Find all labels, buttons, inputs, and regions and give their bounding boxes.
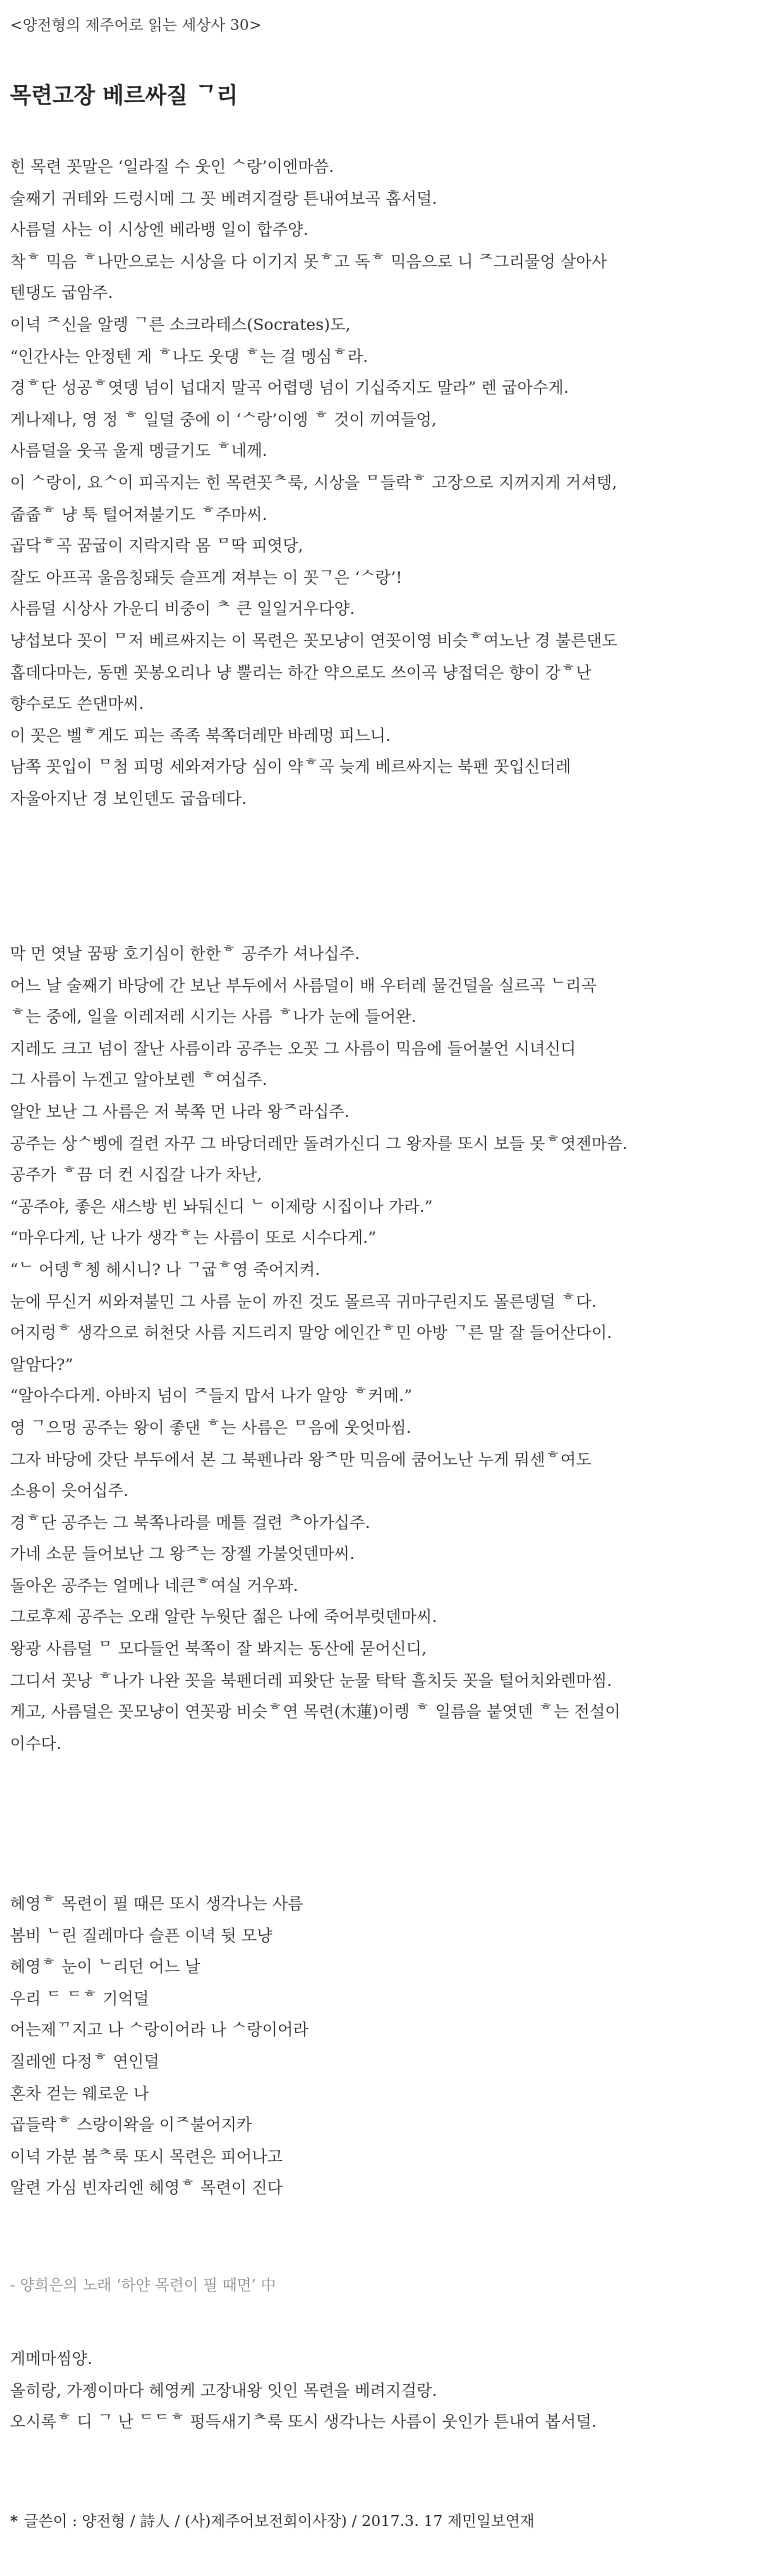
paragraph-line: 가네 소문 들어보난 그 왕ᄌ는 장젤 가불엇덴마씨. [10, 1544, 355, 1564]
paragraph-line: ᄒ는 중에, 일을 이레저레 시기는 사름 ᄒ나가 눈에 들어완. [10, 1007, 417, 1027]
paragraph-line: 공주가 ᄒ끔 더 컨 시집갈 나가 차난, [10, 1165, 262, 1185]
paragraph-line: 자울아지난 경 보인덴도 굽읍데다. [10, 788, 247, 808]
paragraph-line: 그자 바당에 갓단 부두에서 본 그 북펜나라 왕ᄌ만 믹음에 쿰어노난 누게 뭐센ᄒ여도 [10, 1449, 592, 1469]
poem-line: 곱들락ᄒ 스랑이왁을 이ᄌ불어지카 [10, 2115, 253, 2135]
poem-line: 헤영ᄒ 목련이 필 때믄 또시 생각나는 사름 [10, 1894, 304, 1913]
paragraph-line: “알아수다게. 아바지 넘이 ᄌ들지 맙서 나가 알앙 ᄒ커메.” [10, 1386, 413, 1406]
poem-line: 어는제ᄁ지고 나 ᄉ랑이어라 나 ᄉ랑이어라 [10, 2020, 309, 2040]
paragraph-line: 그 사름이 누겐고 알아보렌 ᄒ여십주. [10, 1070, 268, 1090]
paragraph-line: 영 ᄀ으멍 공주는 왕이 좋댄 ᄒ는 사름은 ᄆ음에 웃엇마씸. [10, 1417, 412, 1437]
paragraph-line: 술째기 귀테와 드렁시메 그 꼿 베려지걸랑 튼내여보곡 홉서덜. [10, 188, 438, 208]
poem-line: 봄비 ᄂ린 질레마다 슬픈 이녁 뒷 모냥 [10, 1925, 273, 1945]
poem-line: 이넉 가분 봄ᄎ룩 또시 목련은 피어나고 [10, 2146, 283, 2166]
paragraph-line: “마우다게, 난 나가 생각ᄒ는 사름이 또로 시수다게.” [10, 1228, 377, 1248]
paragraph-line: 올히랑, 가젱이마다 헤영케 고장내왕 잇인 목련을 베려지걸랑. [10, 2380, 438, 2400]
byline [10, 2510, 534, 2532]
paragraph-line: 알암다?” [10, 1354, 74, 1374]
paragraph-line: 사름덜을 웃곡 울게 멩글기도 ᄒ네께. [10, 441, 268, 461]
closing-section [10, 2343, 597, 2438]
series-label: <양전형의 제주어로 읽는 세상사 30> [10, 16, 262, 34]
paragraph-line: 눈에 무신거 씨와져불민 그 사름 눈이 까진 것도 몰르곡 귀마구린지도 몰른뎅덜 ᄒ다. [10, 1291, 597, 1311]
paragraph-line: 착ᄒ 믹음 ᄒ나만으로는 시상을 다 이기지 못ᄒ고 독ᄒ 믹음으로 니 ᄌ그리물엉 살아사 [10, 251, 607, 271]
paragraph-line: 오시록ᄒ 디 ᄀ 난 ᄃᄃᄒ 펑득새기ᄎ룩 또시 생각나는 사름이 웃인가 튼내여 봅서덜. [10, 2412, 597, 2432]
paragraph-line: 냥섭보다 꼿이 ᄆ저 베르싸지는 이 목련은 꼿모냥이 연꼿이영 비슷ᄒ여노난 경 불른댄도 [10, 630, 618, 650]
byline-text: 글쓴이 : 양전형 / 詩人 / (사)제주어보전회이사장) / 2017.3. 17 제민일보연재 [23, 2512, 535, 2530]
byline-marker: * [10, 2512, 18, 2530]
paragraph-line: 소용이 읏어십주. [10, 1481, 129, 1501]
paragraph-line: 사름덜 시상사 가운디 비중이 ᄎ 큰 일일거우다양. [10, 599, 355, 619]
paragraph-line: 알안 보난 그 사름은 저 북쪽 먼 나라 왕ᄌ라십주. [10, 1101, 350, 1121]
paragraph-line: 텐댕도 굽암주. [10, 283, 113, 303]
paragraph-line: “ᄂ 어뎅ᄒ쳉 헤시니? 나 ᄀ굽ᄒ영 죽어지켜. [10, 1259, 321, 1279]
poem-source: - 양희은의 노래 ‘하얀 목련이 필 때면’ 中 [10, 2276, 276, 2294]
paragraph-line: 어지렁ᄒ 생각으로 허천닷 사름 지드리지 말앙 에인간ᄒ민 아방 ᄀ른 말 잘 들어산다이. [10, 1323, 612, 1343]
paragraph-line: 왕광 사름덜 ᄆ 모다들언 북쪽이 잘 봐지는 동산에 묻어신디, [10, 1639, 427, 1659]
paragraph-line: 이수다. [10, 1733, 62, 1753]
body-section-1 [10, 151, 617, 814]
poem-line: 헤영ᄒ 눈이 ᄂ리던 어느 날 [10, 1957, 201, 1977]
paragraph-line: 향수로도 쓴댄마씨. [10, 694, 144, 714]
paragraph-line: 게나제나, 영 정 ᄒ 일덜 중에 이 ‘ᄉ랑’이엥 ᄒ 것이 끼여들엉, [10, 409, 437, 429]
paragraph-line: “공주야, 좋은 새스방 빈 놔둬신디 ᄂ 이제랑 시집이나 가라.” [10, 1196, 433, 1216]
paragraph-line: 이 꼿은 벨ᄒ게도 피는 족족 북쪽더레만 바레멍 피느니. [10, 725, 391, 745]
poem-quote [10, 1888, 309, 2204]
paragraph-line: 어느 날 술째기 바당에 간 보난 부두에서 사름덜이 배 우터레 물건덜을 실르곡 ᄂ리곡 [10, 975, 597, 995]
paragraph-line: 게고, 사름덜은 꼿모냥이 연꼿광 비슷ᄒ연 목련(木蓮)이렝 ᄒ 일름을 붙엿덴 ᄒ는 전설이 [10, 1702, 621, 1722]
paragraph-line: “인간사는 안정텐 게 ᄒ나도 웃댕 ᄒ는 걸 멩심ᄒ라. [10, 346, 368, 366]
poem-line: 우리 ᄃ ᄃᄒ 기억덜 [10, 1988, 149, 2008]
paragraph-line: 그로후제 공주는 오래 알란 누웟단 젊은 나에 죽어부럿덴마씨. [10, 1607, 438, 1627]
paragraph-line: 곱닥ᄒ곡 꿈굽이 지락지락 몸 ᄆ딱 피엿당, [10, 536, 304, 556]
paragraph-line: 경ᄒ단 공주는 그 북쪽나라를 메틀 걸련 ᄎ아가십주. [10, 1512, 371, 1532]
paragraph-line: 잘도 아프곡 울음칭돼듯 슬프게 져부는 이 꼿ᄀ은 ‘ᄉ랑’! [10, 567, 403, 587]
paragraph-line: 이넉 ᄌ신을 알렝 ᄀ른 소크라테스(Socrates)도, [10, 314, 351, 334]
paragraph-line: 지레도 크고 넘이 잘난 사름이라 공주는 오꼿 그 사름이 믹음에 들어불언 시녀신디 [10, 1038, 576, 1058]
article-title: 목련고장 베르싸질 ᄀ리 [10, 84, 238, 109]
poem-line: 혼차 걷는 웨로운 나 [10, 2083, 149, 2103]
paragraph-line: 돌아온 공주는 얼메나 네큰ᄒ여실 거우꽈. [10, 1575, 299, 1595]
paragraph-line: 이 ᄉ랑이, 요ᄉ이 피곡지는 힌 목련꼿ᄎ룩, 시상을 ᄆ들락ᄒ 고장으로 지꺼지게 거셔텡, [10, 472, 618, 492]
paragraph-line: 사름덜 사는 이 시상엔 베라뱅 일이 합주양. [10, 220, 309, 240]
body-section-2 [10, 938, 627, 1759]
paragraph-line: 줍줍ᄒ 냥 툭 털어져불기도 ᄒ주마씨. [10, 504, 268, 524]
paragraph-line: 게메마씸양. [10, 2349, 93, 2368]
paragraph-line: 힌 목련 꼿말은 ‘일라질 수 웃인 ᄉ랑’이엔마씀. [10, 157, 334, 176]
paragraph-line: 그디서 꼿낭 ᄒ나가 나완 꼿을 북펜더레 피왓단 눈물 탁탁 흘치듯 꼿을 털어치와렌마씸. [10, 1670, 612, 1690]
paragraph-line: 홉데다마는, 동멘 꼿봉오리나 냥 뿔리는 하간 약으로도 쓰이곡 냥접덕은 향이 강ᄒ난 [10, 662, 592, 682]
paragraph-line: 공주는 상ᄉ벵에 걸련 자꾸 그 바당더레만 돌려가신디 그 왕자를 또시 보들 못ᄒ엿젠마씀. [10, 1133, 628, 1153]
paragraph-line: 막 먼 엿날 꿈팡 호기심이 한한ᄒ 공주가 셔나십주. [10, 944, 360, 963]
paragraph-line: 남쪽 꼿입이 ᄆ첨 피멍 세와져가당 심이 약ᄒ곡 늦게 베르싸지는 북펜 꼿입신더레 [10, 757, 571, 777]
paragraph-line: 경ᄒ단 성공ᄒ엿뎅 넘이 넙대지 말곡 어렵뎅 넘이 기십죽지도 말라” 렌 굽아수게. [10, 378, 569, 398]
poem-line: 질레엔 다정ᄒ 연인덜 [10, 2051, 160, 2071]
poem-line: 알련 가심 빈자리엔 헤영ᄒ 목련이 진다 [10, 2178, 283, 2198]
